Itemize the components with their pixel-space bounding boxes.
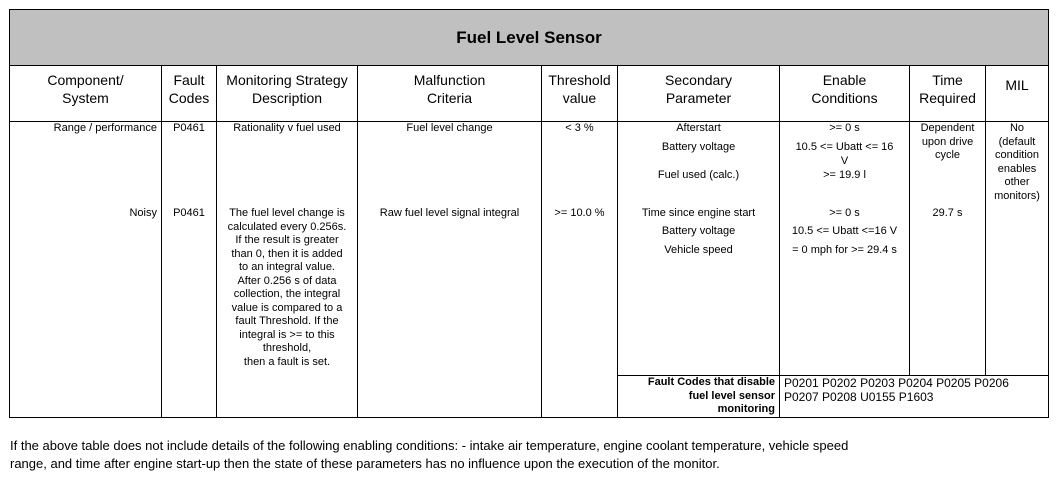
- row2-criteria: Raw fuel level signal integral: [379, 207, 520, 219]
- row2-enable-time: >= 0 s: [829, 207, 860, 219]
- row1-criteria: Fuel level change: [406, 122, 493, 134]
- column-divider: [779, 66, 780, 418]
- column-divider: [357, 66, 358, 418]
- column-divider: [541, 66, 542, 418]
- header-secondary-parameter: Secondary Parameter: [665, 72, 732, 106]
- row2-threshold: >= 10.0 %: [554, 207, 605, 219]
- row2-secondary-vehicle-speed: Vehicle speed: [664, 244, 733, 256]
- row1-fault-code: P0461: [173, 122, 205, 134]
- row1-time-required: Dependent upon drive cycle: [920, 122, 975, 161]
- row2-enable-vehicle-speed: = 0 mph for >= 29.4 s: [792, 244, 897, 256]
- footnote: If the above table does not include details of the following enabling conditions: - intake air temperature, engine coolant temperature, vehicle speed range, and time after engine start-up then the state of these parameters has no influence upon the execution of the monitor.: [10, 438, 849, 471]
- row1-mil: No (default condition enables other monitors): [994, 122, 1040, 202]
- row2-strategy: The fuel level change is calculated every 0.256s. If the result is greater than 0, then it is added to an integral value. After 0.256 s of data collection, the integral value is compared to a fault Threshold. If the integral is >= to this threshold, then a fault is set.: [227, 207, 347, 368]
- row2-secondary-time-since-start: Time since engine start: [641, 207, 756, 219]
- column-divider: [617, 66, 618, 418]
- row1-strategy: Rationality v fuel used: [233, 122, 341, 134]
- row1-secondary-battery-voltage: Battery voltage: [661, 141, 736, 153]
- table-title: Fuel Level Sensor: [10, 10, 1048, 66]
- row2-component: Noisy: [129, 207, 157, 219]
- row2-time-required: 29.7 s: [932, 207, 963, 219]
- row1-secondary-afterstart: Afterstart: [676, 122, 721, 134]
- column-divider: [161, 66, 162, 418]
- column-divider: [985, 66, 986, 375]
- row1-enable-fuel-used: >= 19.9 l: [823, 169, 866, 181]
- row1-enable-battery: 10.5 <= Ubatt <= 16 V: [795, 141, 894, 167]
- row1-enable-afterstart: >= 0 s: [829, 122, 860, 134]
- disable-codes-label: Fault Codes that disable fuel level sensor monitoring: [647, 376, 775, 415]
- row1-threshold: < 3 %: [565, 122, 594, 134]
- column-divider: [909, 66, 910, 375]
- header-fault-codes: Fault Codes: [168, 72, 210, 106]
- row2-fault-code: P0461: [173, 207, 205, 219]
- header-component-system: Component/ System: [47, 72, 124, 106]
- header-malfunction-criteria: Malfunction Criteria: [413, 72, 486, 106]
- row1-secondary-fuel-used: Fuel used (calc.): [657, 169, 740, 181]
- row2-secondary-battery-voltage: Battery voltage: [661, 225, 736, 237]
- header-monitoring-strategy: Monitoring Strategy Description: [226, 72, 348, 106]
- header-enable-conditions: Enable Conditions: [811, 72, 878, 106]
- row2-enable-battery: 10.5 <= Ubatt <=16 V: [791, 225, 898, 237]
- header-mil: MIL: [1005, 77, 1029, 93]
- row1-component: Range / performance: [53, 122, 157, 134]
- header-threshold-value: Threshold value: [548, 72, 611, 106]
- disable-codes-list: P0201 P0202 P0203 P0204 P0205 P0206 P0207 P0208 U0155 P1603: [784, 376, 1009, 404]
- header-time-required: Time Required: [919, 72, 976, 106]
